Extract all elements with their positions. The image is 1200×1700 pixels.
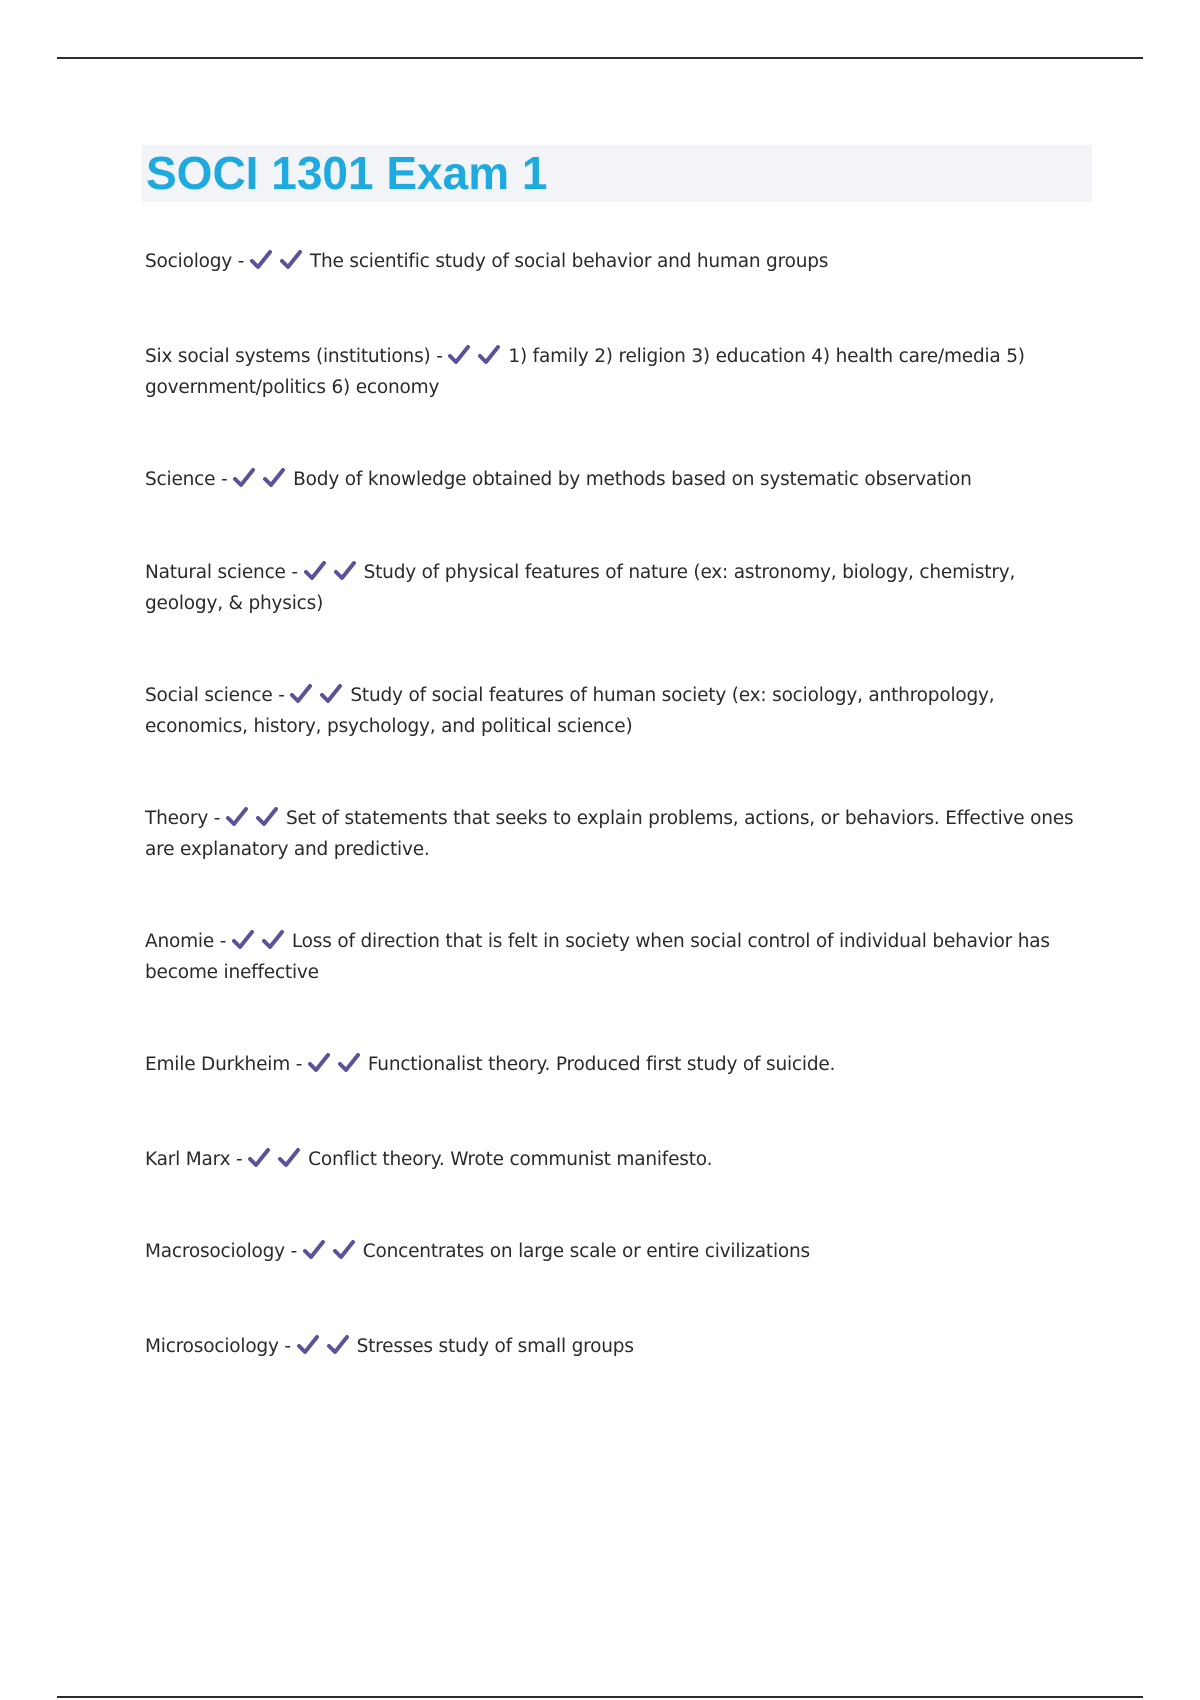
list-item — [145, 1049, 1095, 1080]
checkmark-icon — [338, 1053, 360, 1073]
checkmark-icon — [280, 250, 302, 270]
term: Six social systems (institutions) — [145, 346, 431, 367]
separator: - — [430, 346, 443, 367]
separator: - — [230, 1149, 243, 1170]
checkmark-icon — [478, 345, 500, 365]
separator: - — [285, 562, 298, 583]
list-item — [145, 1144, 1095, 1175]
term: Karl Marx — [145, 1149, 231, 1170]
definition: Study of social features of human society (ex: sociology, anthropology, economics, history, psychology, and political science) — [145, 685, 995, 737]
term: Social science — [145, 685, 273, 706]
checkmark-icon — [308, 1053, 330, 1073]
list-item — [145, 557, 1095, 619]
bottom-rule — [57, 1696, 1143, 1698]
checkmark-icon — [248, 1148, 270, 1168]
checkmark-icon — [303, 1240, 325, 1260]
checkmark-icon — [278, 1148, 300, 1168]
checkmark-icon — [262, 930, 284, 950]
term: Sociology — [145, 251, 233, 272]
checkmark-icon — [250, 250, 272, 270]
checkmark-icon — [304, 561, 326, 581]
checkmark-icon — [297, 1335, 319, 1355]
checkmark-icon — [320, 684, 342, 704]
page-title: SOCI 1301 Exam 1 — [146, 147, 548, 199]
definition: Body of knowledge obtained by methods based on systematic observation — [293, 469, 972, 490]
checkmark-icon — [232, 930, 254, 950]
list-item — [145, 926, 1095, 988]
list-item — [145, 680, 1095, 742]
list-item — [145, 464, 1095, 495]
term: Macrosociology — [145, 1241, 285, 1262]
term: Theory — [145, 808, 209, 829]
separator: - — [284, 1241, 298, 1262]
checkmark-icon — [263, 468, 285, 488]
checkmark-icon — [334, 561, 356, 581]
term: Emile Durkheim — [145, 1054, 291, 1075]
list-item — [145, 1331, 1095, 1362]
separator: - — [208, 808, 221, 829]
definition: 1) family 2) religion 3) education 4) health care/media 5) government/politics 6) economy — [145, 346, 1025, 398]
definition: Study of physical features of nature (ex: astronomy, biology, chemistry, geology, & physics) — [145, 562, 1016, 614]
checkmark-icon — [233, 468, 255, 488]
list-item — [145, 341, 1095, 403]
term: Natural science — [145, 562, 286, 583]
list-item — [145, 1236, 1095, 1267]
separator: - — [232, 251, 245, 272]
definition: Loss of direction that is felt in society when social control of individual behavior has become ineffective — [145, 931, 1050, 983]
term: Science — [145, 469, 216, 490]
checkmark-icon — [290, 684, 312, 704]
separator: - — [278, 1336, 291, 1357]
definition: Concentrates on large scale or entire civilizations — [362, 1241, 810, 1262]
top-rule — [57, 57, 1143, 59]
checkmark-icon — [448, 345, 470, 365]
checkmark-icon — [327, 1335, 349, 1355]
list-item — [145, 803, 1095, 865]
definition: Set of statements that seeks to explain problems, actions, or behaviors. Effective ones are explanatory and predictive. — [145, 808, 1074, 860]
separator: - — [290, 1054, 303, 1075]
definition: The scientific study of social behavior and human groups — [309, 251, 829, 272]
term: Microsociology — [145, 1336, 279, 1357]
separator: - — [214, 931, 227, 952]
definition: Conflict theory. Wrote communist manifesto. — [308, 1149, 713, 1170]
list-item — [145, 246, 1095, 277]
checkmark-icon — [333, 1240, 355, 1260]
separator: - — [215, 469, 228, 490]
term: Anomie — [145, 931, 215, 952]
definition: Functionalist theory. Produced first study of suicide. — [367, 1054, 836, 1075]
definition: Stresses study of small groups — [356, 1336, 634, 1357]
checkmark-icon — [256, 807, 278, 827]
checkmark-icon — [226, 807, 248, 827]
separator: - — [272, 685, 285, 706]
